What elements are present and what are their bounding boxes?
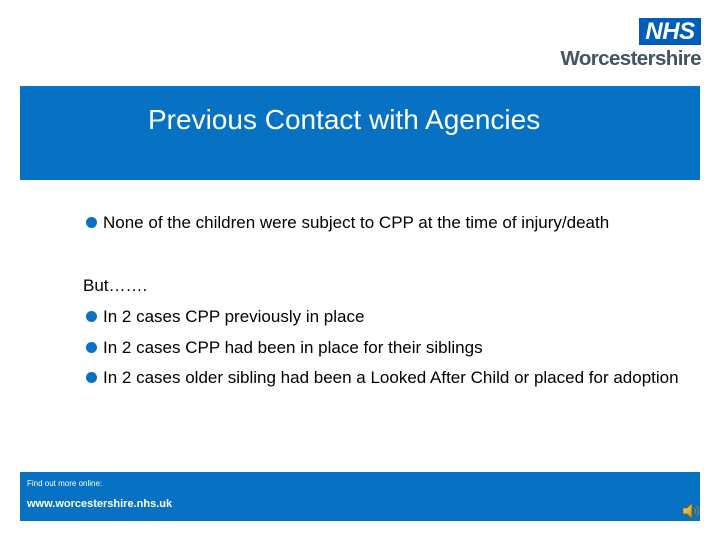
bullet-dot-icon	[86, 342, 97, 353]
bullet-dot-icon	[86, 372, 97, 383]
bullet-text: In 2 cases CPP previously in place	[103, 307, 365, 326]
bullet-text: In 2 cases older sibling had been a Looked After Child or placed for adoption	[103, 368, 679, 387]
title-banner	[20, 86, 700, 180]
bullet-item	[83, 305, 693, 328]
bullet-dot-icon	[86, 311, 97, 322]
bullet-item	[83, 211, 693, 234]
footer-find-label: Find out more online:	[27, 479, 103, 488]
slide-title: Previous Contact with Agencies	[148, 104, 541, 135]
bullet-text: None of the children were subject to CPP at the time of injury/death	[103, 213, 610, 232]
bullet-item	[83, 366, 693, 389]
org-name: Worcestershire	[560, 47, 701, 70]
nhs-logo	[559, 18, 701, 70]
footer-url[interactable]: www.worcestershire.nhs.uk	[27, 498, 173, 510]
speaker-icon-graphic	[680, 500, 702, 522]
bullet-text: In 2 cases CPP had been in place for their siblings	[103, 338, 483, 357]
nhs-badge: NHS	[639, 18, 701, 45]
bullet-item	[83, 336, 693, 359]
footer-bar	[20, 472, 700, 521]
speaker-icon[interactable]	[680, 500, 702, 522]
but-line: But…….	[83, 276, 148, 295]
bullet-dot-icon	[86, 217, 97, 228]
